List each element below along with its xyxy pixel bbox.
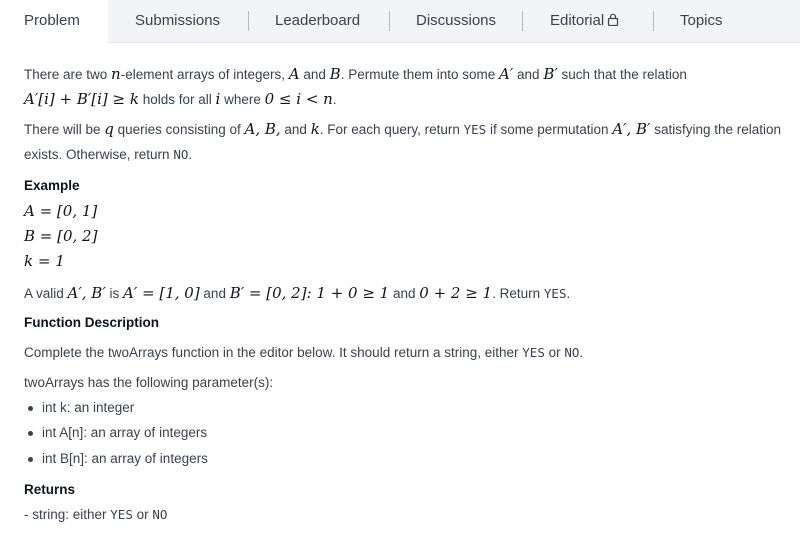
- tab-separator: [248, 11, 249, 31]
- statement-line-2: A′[i] + B′[i] ≥ k holds for all i where 0 ≤ i < n.: [24, 90, 337, 108]
- statement-line-4: exists. Otherwise, return NO.: [24, 147, 193, 162]
- parameters-intro: twoArrays has the following parameter(s):: [24, 375, 274, 390]
- returns-heading: Returns: [24, 482, 76, 497]
- bullet-icon: [28, 431, 33, 436]
- statement-line-3: There will be q queries consisting of A, B, and k. For each query, return YES if some permutation A′, B′ satisfying the relation: [24, 120, 782, 138]
- tab-editorial[interactable]: [550, 0, 619, 42]
- tab-leaderboard[interactable]: Leaderboard: [275, 12, 361, 29]
- parameter-item: int B[n]: an array of integers: [42, 451, 208, 466]
- tab-problem[interactable]: Problem: [0, 0, 108, 43]
- tab-separator: [522, 11, 523, 31]
- parameter-item: int A[n]: an array of integers: [42, 425, 208, 440]
- example-explanation: A valid A′, B′ is A′ = [1, 0] and B′ = [0, 2]: 1 + 0 ≥ 1 and 0 + 2 ≥ 1. Return YES.: [24, 284, 571, 302]
- tab-editorial-label: Editorial: [550, 12, 605, 29]
- tab-separator: [653, 11, 654, 31]
- tab-discussions[interactable]: Discussions: [416, 12, 497, 29]
- tab-separator: [389, 11, 390, 31]
- lock-icon: [607, 1, 619, 43]
- bullet-icon: [28, 406, 33, 411]
- parameter-item: int k: an integer: [42, 400, 135, 415]
- tab-submissions[interactable]: Submissions: [135, 12, 221, 29]
- example-array-a: A = [0, 1]: [24, 202, 98, 220]
- function-description-heading: Function Description: [24, 315, 159, 330]
- example-k: k = 1: [24, 252, 65, 270]
- example-heading: Example: [24, 178, 80, 193]
- bullet-icon: [28, 457, 33, 462]
- function-description-text: Complete the twoArrays function in the editor below. It should return a string, either YES or NO.: [24, 345, 584, 360]
- tab-topics[interactable]: Topics: [680, 12, 723, 29]
- returns-text: - string: either YES or NO: [24, 507, 168, 522]
- example-array-b: B = [0, 2]: [24, 227, 98, 245]
- tab-bar: [0, 0, 800, 43]
- statement-line-1: There are two n-element arrays of integers, A and B. Permute them into some A′ and B′ such that the relation: [24, 65, 687, 83]
